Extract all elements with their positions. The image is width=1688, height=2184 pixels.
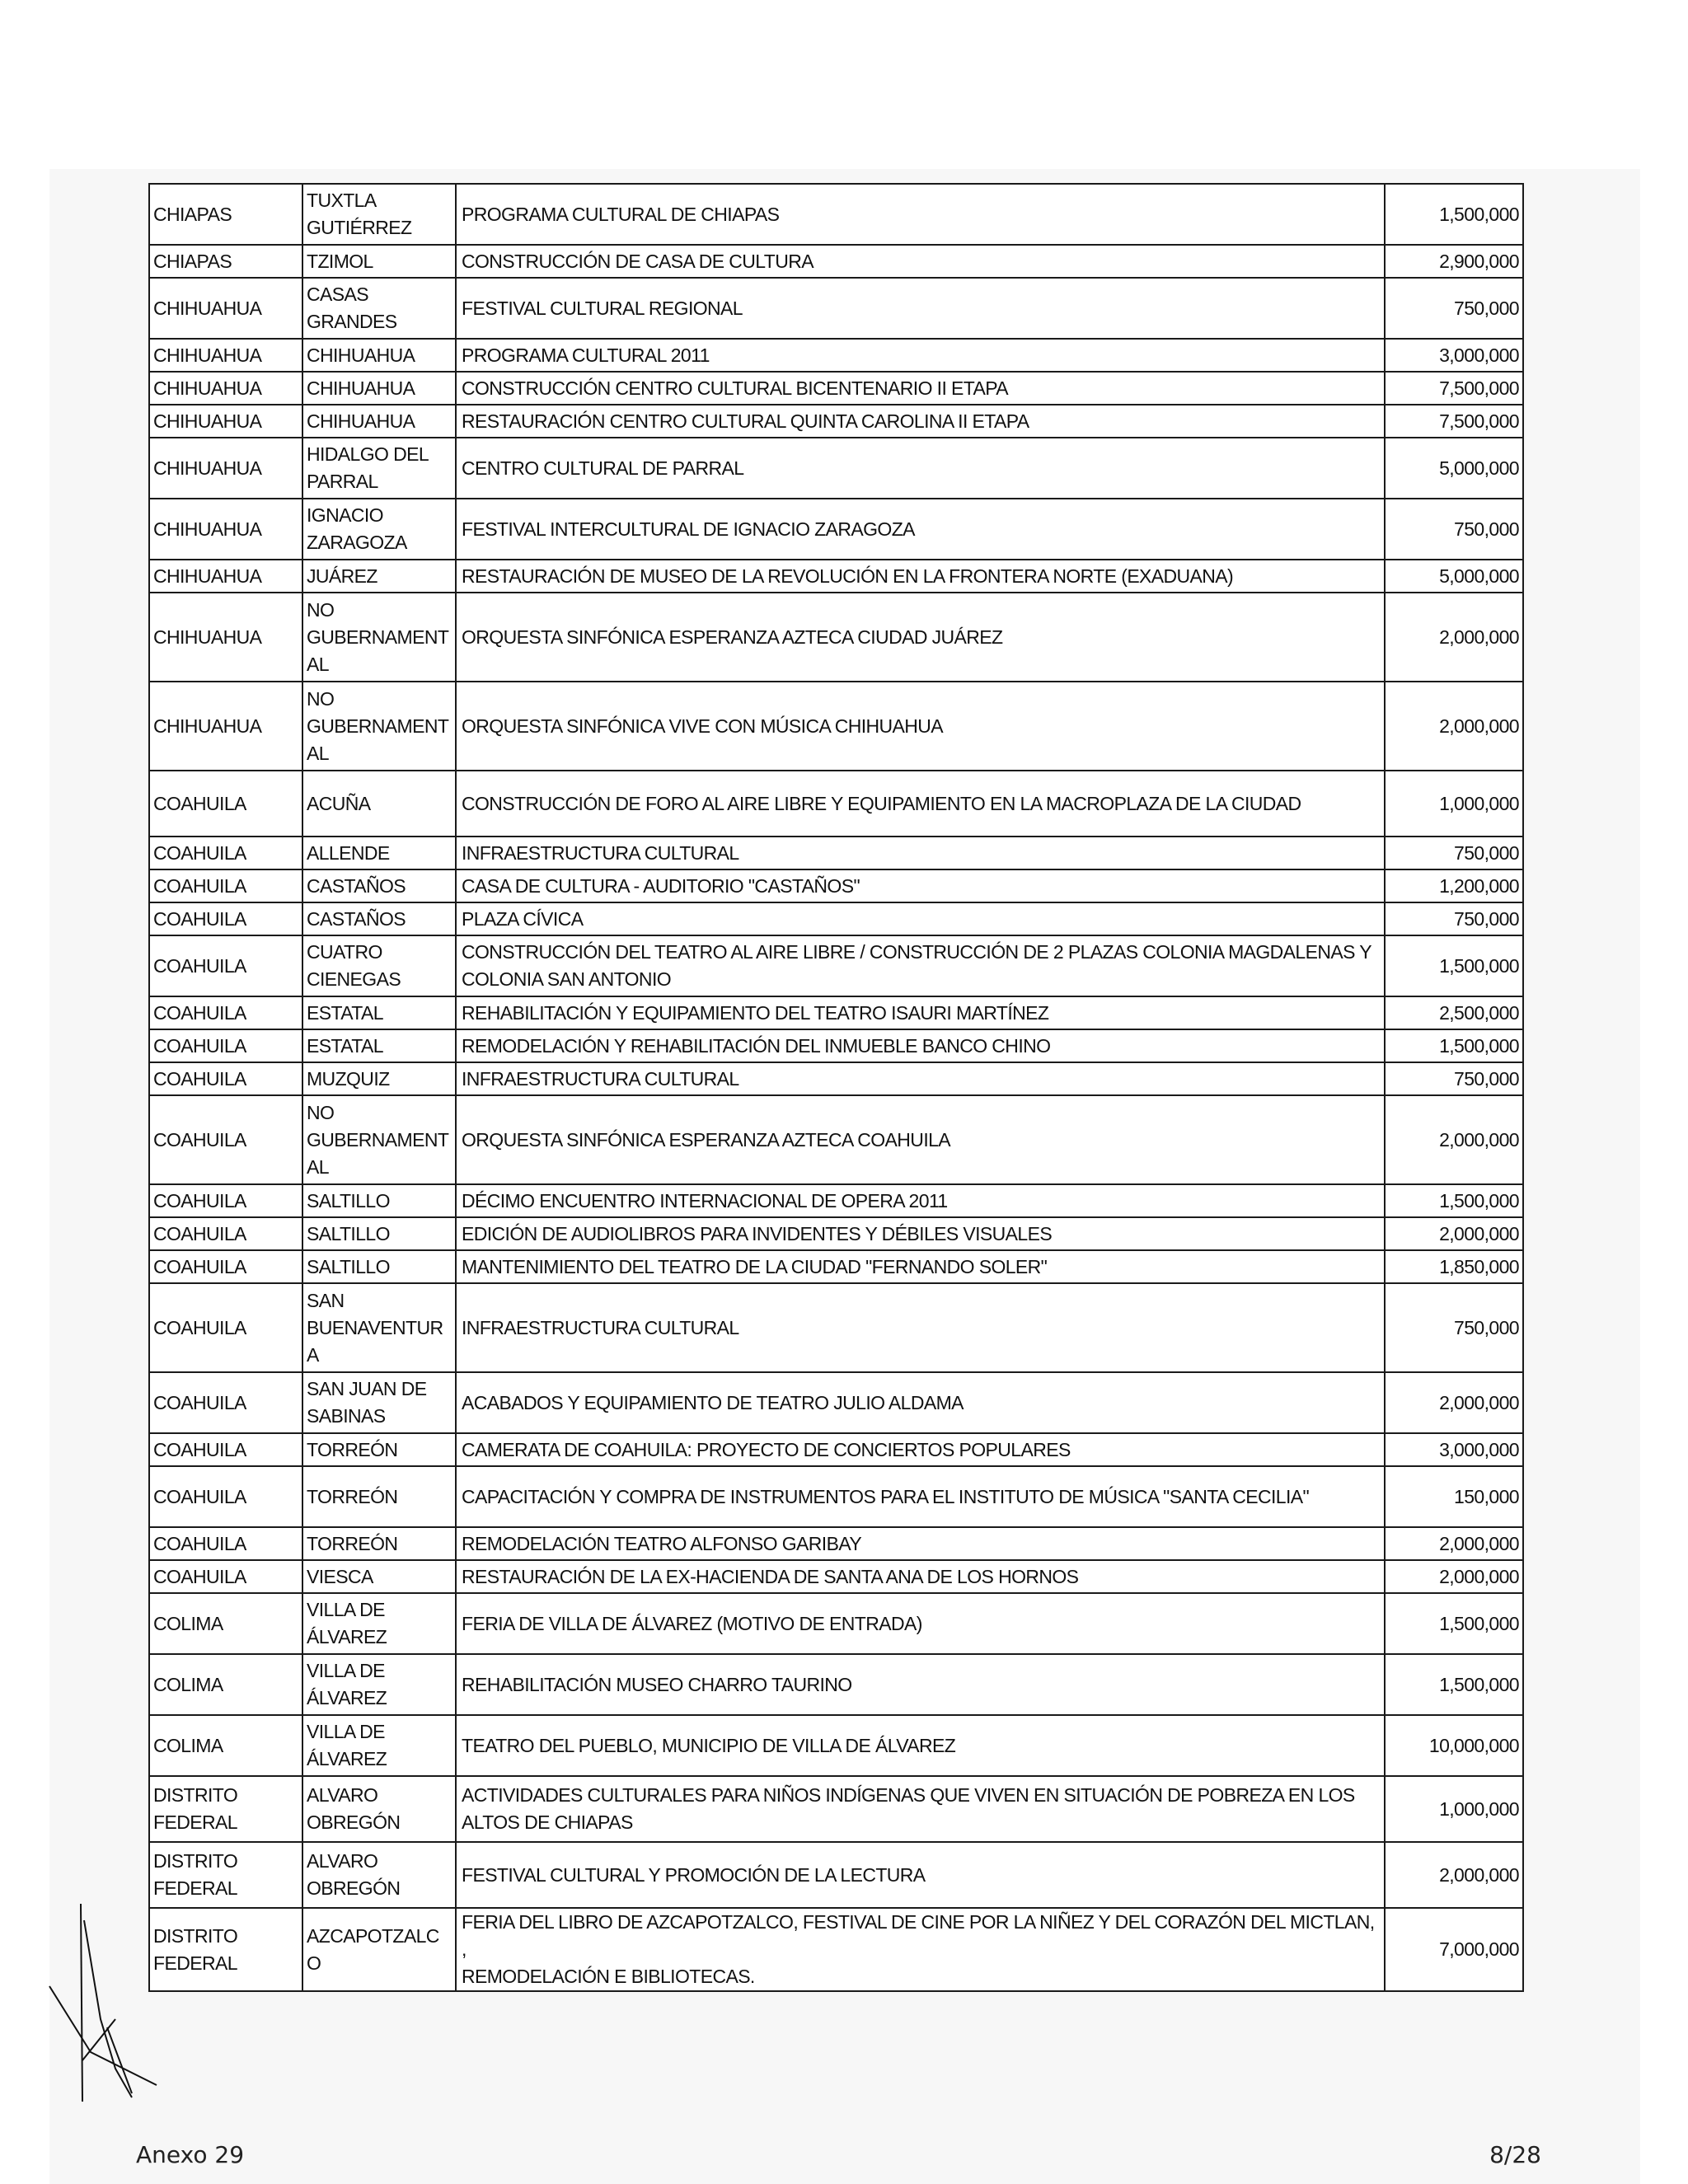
state-cell: COAHUILA (149, 1184, 302, 1217)
municipality-cell: JUÁREZ (302, 560, 456, 593)
state-cell: CHIHUAHUA (149, 499, 302, 560)
state-cell: CHIHUAHUA (149, 438, 302, 499)
table-row (149, 1062, 1523, 1095)
municipality-cell: CUATRO CIENEGAS (302, 935, 456, 996)
municipality-cell: SAN JUAN DE SABINAS (302, 1372, 456, 1433)
municipality-cell: IGNACIO ZARAGOZA (302, 499, 456, 560)
project-cell: PLAZA CÍVICA (456, 902, 1385, 935)
amount-cell: 750,000 (1385, 1283, 1523, 1372)
project-cell: ACABADOS Y EQUIPAMIENTO DE TEATRO JULIO ALDAMA (456, 1372, 1385, 1433)
project-cell: FESTIVAL CULTURAL REGIONAL (456, 278, 1385, 339)
table-row (149, 1560, 1523, 1593)
state-cell: CHIHUAHUA (149, 593, 302, 682)
municipality-cell: ALVARO OBREGÓN (302, 1776, 456, 1842)
state-cell: DISTRITO FEDERAL (149, 1842, 302, 1908)
state-cell: COAHUILA (149, 1217, 302, 1250)
project-cell: RESTAURACIÓN CENTRO CULTURAL QUINTA CAROLINA II ETAPA (456, 405, 1385, 438)
state-cell: CHIHUAHUA (149, 560, 302, 593)
amount-cell: 2,000,000 (1385, 1372, 1523, 1433)
table-row (149, 1908, 1523, 1991)
municipality-cell: CASAS GRANDES (302, 278, 456, 339)
project-cell: FERIA DE VILLA DE ÁLVAREZ (MOTIVO DE ENTRADA) (456, 1593, 1385, 1654)
amount-cell: 750,000 (1385, 499, 1523, 560)
project-cell: CONSTRUCCIÓN CENTRO CULTURAL BICENTENARIO II ETAPA (456, 372, 1385, 405)
municipality-cell: VILLA DE ÁLVAREZ (302, 1654, 456, 1715)
table-row (149, 682, 1523, 771)
municipality-cell: CHIHUAHUA (302, 405, 456, 438)
state-cell: CHIHUAHUA (149, 278, 302, 339)
table-row (149, 935, 1523, 996)
table-row (149, 593, 1523, 682)
state-cell: DISTRITO FEDERAL (149, 1776, 302, 1842)
project-cell: FERIA DEL LIBRO DE AZCAPOTZALCO, FESTIVAL DE CINE POR LA NIÑEZ Y DEL CORAZÓN DEL MICTLAN, , REMODELACIÓN E BIBLIOTECAS. (456, 1908, 1385, 1991)
table-row (149, 771, 1523, 837)
state-cell: CHIHUAHUA (149, 339, 302, 372)
table-row (149, 1466, 1523, 1527)
amount-cell: 7,500,000 (1385, 372, 1523, 405)
amount-cell: 2,000,000 (1385, 682, 1523, 771)
state-cell: COAHUILA (149, 771, 302, 837)
amount-cell: 10,000,000 (1385, 1715, 1523, 1776)
project-cell: ORQUESTA SINFÓNICA VIVE CON MÚSICA CHIHUAHUA (456, 682, 1385, 771)
municipality-cell: AZCAPOTZALCO (302, 1908, 456, 1991)
table-row (149, 245, 1523, 278)
amount-cell: 7,500,000 (1385, 405, 1523, 438)
amount-cell: 2,900,000 (1385, 245, 1523, 278)
table-row (149, 1654, 1523, 1715)
project-cell: INFRAESTRUCTURA CULTURAL (456, 837, 1385, 869)
amount-cell: 2,000,000 (1385, 1842, 1523, 1908)
project-cell: REMODELACIÓN Y REHABILITACIÓN DEL INMUEBLE BANCO CHINO (456, 1029, 1385, 1062)
amount-cell: 2,000,000 (1385, 1095, 1523, 1184)
state-cell: COAHUILA (149, 869, 302, 902)
state-cell: COLIMA (149, 1654, 302, 1715)
amount-cell: 5,000,000 (1385, 438, 1523, 499)
project-cell: CONSTRUCCIÓN DE CASA DE CULTURA (456, 245, 1385, 278)
state-cell: COAHUILA (149, 935, 302, 996)
state-cell: COAHUILA (149, 1283, 302, 1372)
project-cell: CONSTRUCCIÓN DE FORO AL AIRE LIBRE Y EQUIPAMIENTO EN LA MACROPLAZA DE LA CIUDAD (456, 771, 1385, 837)
table-row (149, 1527, 1523, 1560)
amount-cell: 2,000,000 (1385, 1217, 1523, 1250)
municipality-cell: NO GUBERNAMENT AL (302, 593, 456, 682)
amount-cell: 1,850,000 (1385, 1250, 1523, 1283)
municipality-cell: ESTATAL (302, 996, 456, 1029)
municipality-cell: TZIMOL (302, 245, 456, 278)
table-row (149, 869, 1523, 902)
amount-cell: 2,000,000 (1385, 593, 1523, 682)
table-row (149, 1715, 1523, 1776)
state-cell: COAHUILA (149, 1466, 302, 1527)
municipality-cell: ALLENDE (302, 837, 456, 869)
municipality-cell: CHIHUAHUA (302, 372, 456, 405)
municipality-cell: VIESCA (302, 1560, 456, 1593)
budget-table (148, 183, 1524, 1992)
project-cell: ORQUESTA SINFÓNICA ESPERANZA AZTECA COAHUILA (456, 1095, 1385, 1184)
table-row (149, 184, 1523, 245)
table-row (149, 1776, 1523, 1842)
state-cell: COAHUILA (149, 996, 302, 1029)
amount-cell: 750,000 (1385, 837, 1523, 869)
state-cell: DISTRITO FEDERAL (149, 1908, 302, 1991)
project-cell: MANTENIMIENTO DEL TEATRO DE LA CIUDAD "FERNANDO SOLER" (456, 1250, 1385, 1283)
state-cell: COAHUILA (149, 1560, 302, 1593)
footer-page-number: 8/28 (1489, 2141, 1541, 2168)
amount-cell: 1,500,000 (1385, 1654, 1523, 1715)
project-cell: REHABILITACIÓN Y EQUIPAMIENTO DEL TEATRO ISAURI MARTÍNEZ (456, 996, 1385, 1029)
state-cell: COAHUILA (149, 1062, 302, 1095)
municipality-cell: SALTILLO (302, 1184, 456, 1217)
municipality-cell: ESTATAL (302, 1029, 456, 1062)
table-row (149, 1593, 1523, 1654)
municipality-cell: ACUÑA (302, 771, 456, 837)
project-cell: RESTAURACIÓN DE LA EX-HACIENDA DE SANTA ANA DE LOS HORNOS (456, 1560, 1385, 1593)
amount-cell: 2,000,000 (1385, 1527, 1523, 1560)
state-cell: CHIAPAS (149, 184, 302, 245)
municipality-cell: SAN BUENAVENTURA (302, 1283, 456, 1372)
municipality-cell: CASTAÑOS (302, 902, 456, 935)
amount-cell: 1,000,000 (1385, 771, 1523, 837)
project-cell: FESTIVAL INTERCULTURAL DE IGNACIO ZARAGOZA (456, 499, 1385, 560)
amount-cell: 1,500,000 (1385, 184, 1523, 245)
amount-cell: 150,000 (1385, 1466, 1523, 1527)
state-cell: COAHUILA (149, 1527, 302, 1560)
table-row (149, 1250, 1523, 1283)
amount-cell: 3,000,000 (1385, 1433, 1523, 1466)
municipality-cell: TORREÓN (302, 1433, 456, 1466)
project-cell: RESTAURACIÓN DE MUSEO DE LA REVOLUCIÓN EN LA FRONTERA NORTE (EXADUANA) (456, 560, 1385, 593)
table-row (149, 1433, 1523, 1466)
municipality-cell: NO GUBERNAMENT AL (302, 682, 456, 771)
table-row (149, 339, 1523, 372)
state-cell: COAHUILA (149, 1372, 302, 1433)
amount-cell: 1,000,000 (1385, 1776, 1523, 1842)
project-cell: DÉCIMO ENCUENTRO INTERNACIONAL DE OPERA 2011 (456, 1184, 1385, 1217)
municipality-cell: ALVARO OBREGÓN (302, 1842, 456, 1908)
table-row (149, 1029, 1523, 1062)
state-cell: CHIHUAHUA (149, 682, 302, 771)
amount-cell: 1,500,000 (1385, 1184, 1523, 1217)
table-row (149, 405, 1523, 438)
project-cell: CONSTRUCCIÓN DEL TEATRO AL AIRE LIBRE / CONSTRUCCIÓN DE 2 PLAZAS COLONIA MAGDALENAS Y COLONIA SAN ANTONIO (456, 935, 1385, 996)
project-cell: CASA DE CULTURA - AUDITORIO "CASTAÑOS" (456, 869, 1385, 902)
state-cell: CHIHUAHUA (149, 372, 302, 405)
state-cell: COLIMA (149, 1715, 302, 1776)
amount-cell: 1,500,000 (1385, 935, 1523, 996)
municipality-cell: VILLA DE ÁLVAREZ (302, 1715, 456, 1776)
state-cell: COAHUILA (149, 1095, 302, 1184)
amount-cell: 750,000 (1385, 278, 1523, 339)
table-row (149, 1842, 1523, 1908)
table-row (149, 1217, 1523, 1250)
municipality-cell: TORREÓN (302, 1527, 456, 1560)
project-cell: CAMERATA DE COAHUILA: PROYECTO DE CONCIERTOS POPULARES (456, 1433, 1385, 1466)
state-cell: COAHUILA (149, 902, 302, 935)
state-cell: COLIMA (149, 1593, 302, 1654)
state-cell: COAHUILA (149, 837, 302, 869)
municipality-cell: HIDALGO DEL PARRAL (302, 438, 456, 499)
municipality-cell: NO GUBERNAMENT AL (302, 1095, 456, 1184)
amount-cell: 3,000,000 (1385, 339, 1523, 372)
municipality-cell: VILLA DE ÁLVAREZ (302, 1593, 456, 1654)
table-row (149, 902, 1523, 935)
municipality-cell: TUXTLA GUTIÉRREZ (302, 184, 456, 245)
amount-cell: 2,500,000 (1385, 996, 1523, 1029)
state-cell: CHIHUAHUA (149, 405, 302, 438)
project-cell: INFRAESTRUCTURA CULTURAL (456, 1283, 1385, 1372)
amount-cell: 750,000 (1385, 902, 1523, 935)
municipality-cell: CHIHUAHUA (302, 339, 456, 372)
amount-cell: 5,000,000 (1385, 560, 1523, 593)
municipality-cell: TORREÓN (302, 1466, 456, 1527)
project-cell: PROGRAMA CULTURAL DE CHIAPAS (456, 184, 1385, 245)
project-cell: PROGRAMA CULTURAL 2011 (456, 339, 1385, 372)
state-cell: COAHUILA (149, 1029, 302, 1062)
project-cell: INFRAESTRUCTURA CULTURAL (456, 1062, 1385, 1095)
table-row (149, 1372, 1523, 1433)
state-cell: COAHUILA (149, 1250, 302, 1283)
project-cell: CENTRO CULTURAL DE PARRAL (456, 438, 1385, 499)
project-cell: TEATRO DEL PUEBLO, MUNICIPIO DE VILLA DE ÁLVAREZ (456, 1715, 1385, 1776)
amount-cell: 2,000,000 (1385, 1560, 1523, 1593)
municipality-cell: MUZQUIZ (302, 1062, 456, 1095)
amount-cell: 1,500,000 (1385, 1593, 1523, 1654)
project-cell: ORQUESTA SINFÓNICA ESPERANZA AZTECA CIUDAD JUÁREZ (456, 593, 1385, 682)
project-cell: REHABILITACIÓN MUSEO CHARRO TAURINO (456, 1654, 1385, 1715)
municipality-cell: CASTAÑOS (302, 869, 456, 902)
table-row (149, 560, 1523, 593)
table-row (149, 837, 1523, 869)
amount-cell: 750,000 (1385, 1062, 1523, 1095)
state-cell: CHIAPAS (149, 245, 302, 278)
project-cell: CAPACITACIÓN Y COMPRA DE INSTRUMENTOS PARA EL INSTITUTO DE MÚSICA "SANTA CECILIA" (456, 1466, 1385, 1527)
municipality-cell: SALTILLO (302, 1217, 456, 1250)
footer-annex-label: Anexo 29 (136, 2141, 245, 2168)
table-row (149, 1283, 1523, 1372)
project-cell: ACTIVIDADES CULTURALES PARA NIÑOS INDÍGENAS QUE VIVEN EN SITUACIÓN DE POBREZA EN LOS ALTOS DE CHIAPAS (456, 1776, 1385, 1842)
table-row (149, 278, 1523, 339)
state-cell: COAHUILA (149, 1433, 302, 1466)
amount-cell: 1,500,000 (1385, 1029, 1523, 1062)
amount-cell: 7,000,000 (1385, 1908, 1523, 1991)
project-cell: EDICIÓN DE AUDIOLIBROS PARA INVIDENTES Y DÉBILES VISUALES (456, 1217, 1385, 1250)
table-row (149, 372, 1523, 405)
table-row (149, 1184, 1523, 1217)
municipality-cell: SALTILLO (302, 1250, 456, 1283)
project-cell: REMODELACIÓN TEATRO ALFONSO GARIBAY (456, 1527, 1385, 1560)
table-row (149, 499, 1523, 560)
table-body (149, 184, 1523, 1991)
table-row (149, 438, 1523, 499)
project-cell: FESTIVAL CULTURAL Y PROMOCIÓN DE LA LECTURA (456, 1842, 1385, 1908)
table-row (149, 1095, 1523, 1184)
table-row (149, 996, 1523, 1029)
amount-cell: 1,200,000 (1385, 869, 1523, 902)
